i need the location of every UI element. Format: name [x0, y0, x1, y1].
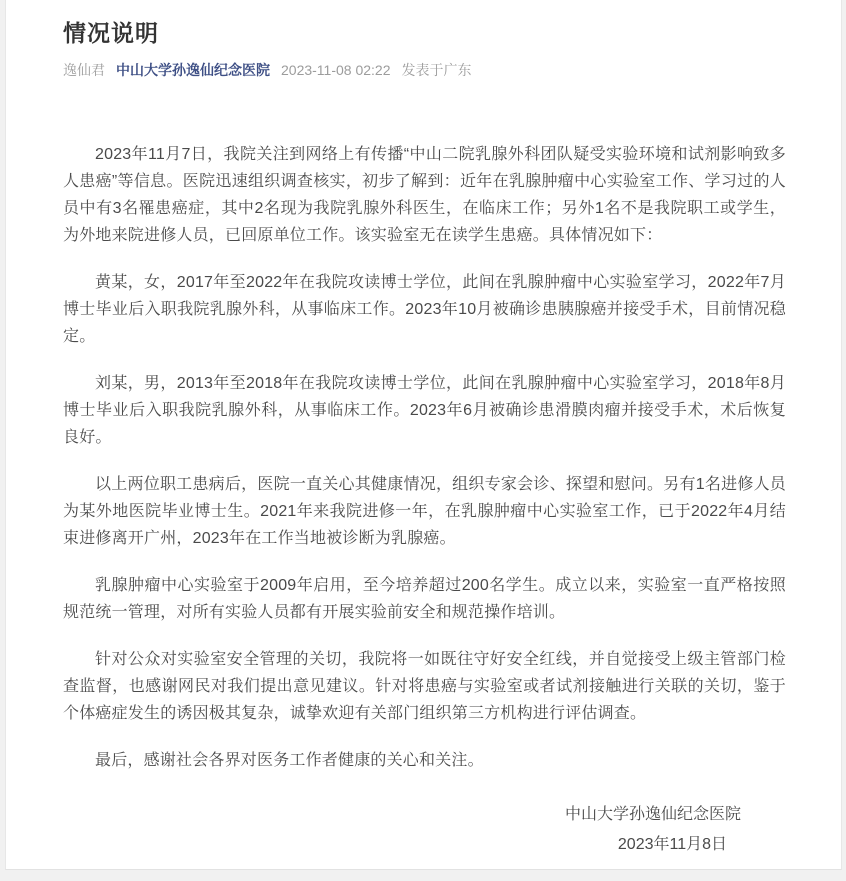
article-paragraph: 最后，感谢社会各界对医务工作者健康的关心和关注。 [95, 752, 484, 769]
article-paragraph: 刘某，男，2013年至2018年在我院攻读博士学位，此间在乳腺肿瘤中心实验室学习，2018年8月博士毕业后入职我院乳腺外科，从事临床工作。2023年6月被确诊患滑膜肉瘤并接受手术，术后恢复良好。 [63, 375, 786, 446]
signature-org: 中山大学孙逸仙纪念医院 [564, 806, 741, 823]
source-hospital-link[interactable]: 中山大学孙逸仙纪念医院 [116, 62, 270, 78]
article-meta [63, 60, 786, 80]
article-paragraph: 黄某，女，2017年至2022年在我院攻读博士学位，此间在乳腺肿瘤中心实验室学习，2022年7月博士毕业后入职我院乳腺外科，从事临床工作。2023年10月被确诊患胰腺癌并接受手术，目前情况稳定。 [63, 274, 786, 345]
article-body [63, 141, 786, 774]
article-paragraph: 2023年11月7日，我院关注到网络上有传播“中山二院乳腺外科团队疑受实验环境和试剂影响致多人患癌”等信息。医院迅速组织调查核实，初步了解到：近年在乳腺肿瘤中心实验室工作、学习过的人员中有3名罹患癌症，其中2名现为我院乳腺外科医生，在临床工作；另外1名不是我院职工或学生，为外地来院进修人员，已回原单位工作。该实验室无在读学生患癌。具体情况如下： [63, 146, 786, 244]
article-card [5, 0, 842, 870]
article-paragraph: 以上两位职工患病后，医院一直关心其健康情况，组织专家会诊、探望和慰问。另有1名进修人员为某外地医院毕业博士生。2021年来我院进修一年，在乳腺肿瘤中心实验室工作，已于2022年4月结束进修离开广州，2023年在工作当地被诊断为乳腺癌。 [63, 476, 786, 547]
publish-location: 发表于广东 [401, 62, 472, 78]
page-title: 情况说明 [63, 20, 159, 46]
article-paragraph: 针对公众对实验室安全管理的关切，我院将一如既往守好安全红线，并自觉接受上级主管部门检查监督，也感谢网民对我们提出意见建议。针对将患癌与实验室或者试剂接触进行关联的关切，鉴于个体癌症发生的诱因极其复杂，诚挚欢迎有关部门组织第三方机构进行评估调查。 [63, 651, 786, 722]
author-name[interactable]: 逸仙君 [63, 62, 105, 78]
signature-block [63, 800, 786, 860]
article-paragraph: 乳腺肿瘤中心实验室于2009年启用，至今培养超过200名学生。成立以来，实验室一直严格按照规范统一管理，对所有实验人员都有开展实验前安全和规范操作培训。 [63, 577, 786, 621]
signature-date: 2023年11月8日 [617, 836, 727, 853]
publish-timestamp: 2023-11-08 02:22 [281, 62, 391, 78]
